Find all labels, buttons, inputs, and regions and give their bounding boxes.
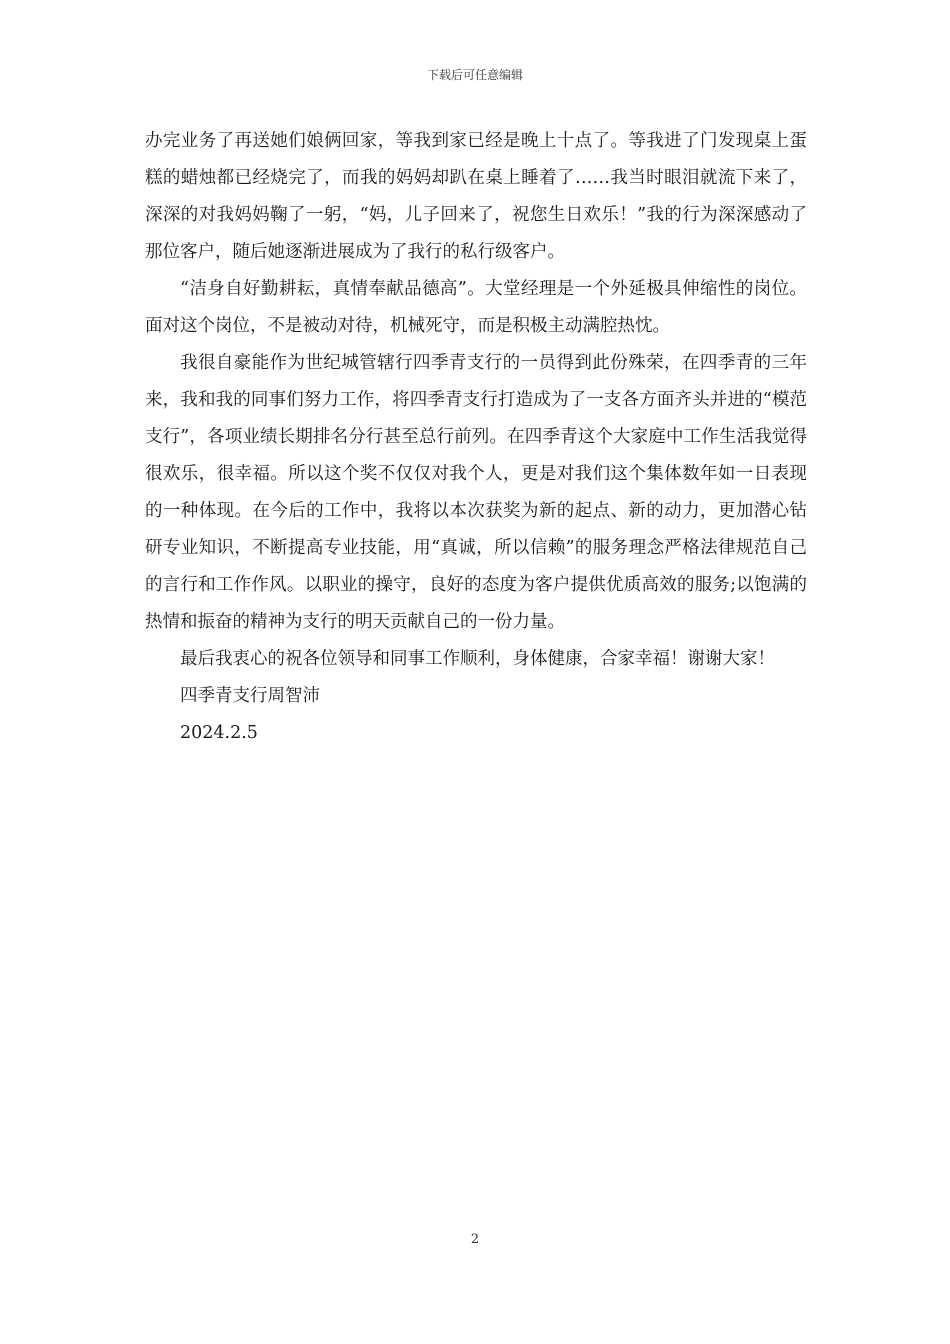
paragraph-branch-pride: 我很自豪能作为世纪城管辖行四季青支行的一员得到此份殊荣，在四季青的三年来，我和我的同事们努力工作，将四季青支行打造成为了一支各方面齐头并进的“模范支行”，各项业绩长期排名分行甚至总行前列。在四季青这个大家庭中工作生活我觉得很欢乐，很幸福。所以这个奖不仅仅对我个人，更是对我们这个集体数年如一日表现的一种体现。在今后的工作中，我将以本次获奖为新的起点、新的动力，更加潜心钻研专业知识，不断提高专业技能，用“真诚，所以信赖”的服务理念严格法律规范自己的言行和工作作风。以职业的操守，良好的态度为客户提供优质高效的服务;以饱满的热情和振奋的精神为支行的明天贡献自己的一份力量。 bbox=[145, 353, 807, 632]
page-number: 2 bbox=[470, 1232, 480, 1247]
signature-date: 2024.2.5 bbox=[180, 723, 258, 743]
document-body bbox=[145, 123, 807, 752]
paragraph-motto: “洁身自好勤耕耘，真情奉献品德高”。大堂经理是一个外延极具伸缩性的岗位。面对这个岗位，不是被动对待，机械死守，而是积极主动满腔热忱。 bbox=[145, 279, 807, 336]
paragraph-continuation: 办完业务了再送她们娘俩回家，等我到家已经是晚上十点了。等我进了门发现桌上蛋糕的蜡烛都已经烧完了，而我的妈妈却趴在桌上睡着了……我当时眼泪就流下来了，深深的对我妈妈鞠了一躬，“妈，儿子回来了，祝您生日欢乐！”我的行为深深感动了那位客户，随后她逐渐进展成为了我行的私行级客户。 bbox=[145, 131, 807, 262]
paragraph-closing-wishes: 最后我衷心的祝各位领导和同事工作顺利，身体健康，合家幸福！谢谢大家！ bbox=[180, 649, 775, 669]
signature-name: 四季青支行周智沛 bbox=[180, 686, 320, 706]
page-header-note: 下载后可任意编辑 bbox=[426, 68, 523, 82]
